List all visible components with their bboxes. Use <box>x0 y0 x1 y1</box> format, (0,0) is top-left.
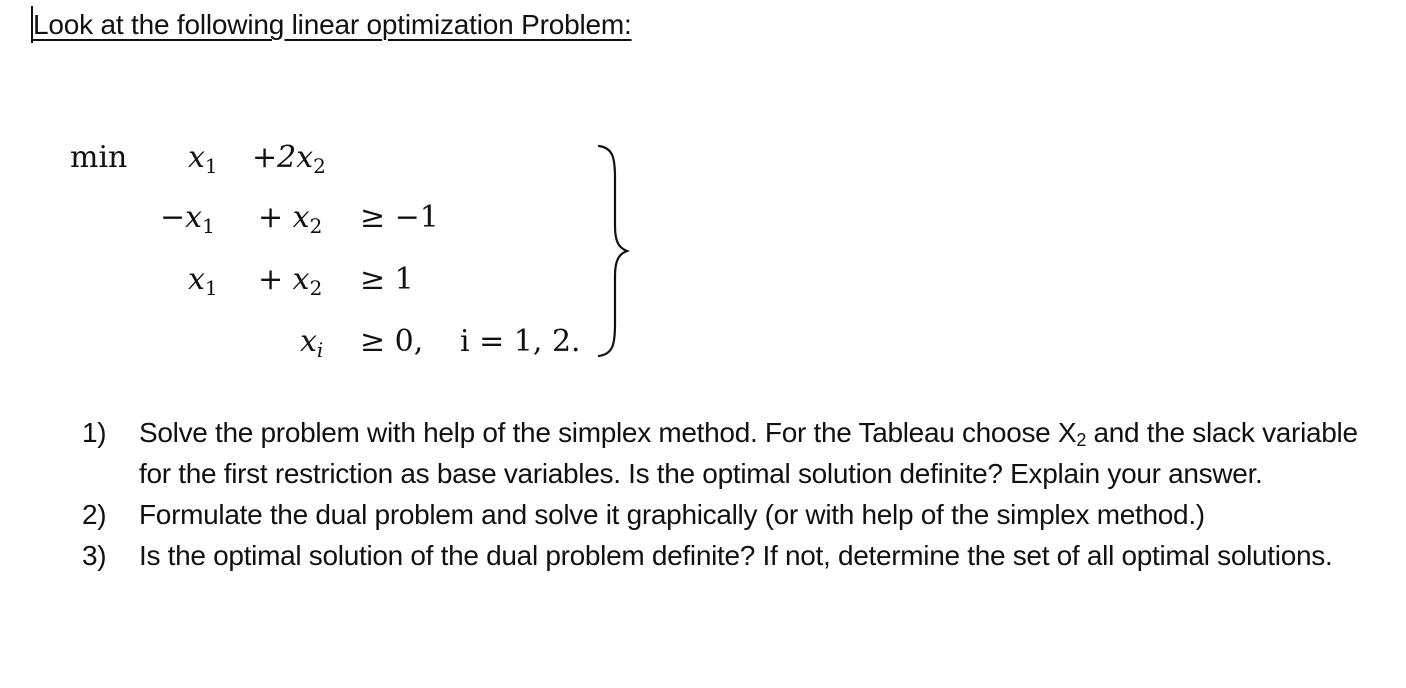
min-keyword: min <box>70 140 128 175</box>
constraint-2-lhs-1: $x_1$ <box>188 262 218 300</box>
question-item <box>0 494 1406 535</box>
question-list <box>0 412 1406 576</box>
question-number: 2) <box>82 499 107 530</box>
question-number: 3) <box>82 540 107 571</box>
constraint-1-relation: ≥ −1 <box>360 200 439 235</box>
constraint-1-lhs-1: $-x_1$ <box>160 200 215 238</box>
problem-heading: Look at the following linear optimization Problem: <box>33 9 632 40</box>
nonnegativity-index: i = 1, 2. <box>460 324 581 359</box>
objective-term-2: $+2x_2$ <box>252 140 326 178</box>
objective-term-1: $x_1$ <box>188 140 218 178</box>
constraint-1-lhs-2: + $x_2$ <box>258 200 323 238</box>
right-brace-icon <box>595 144 635 358</box>
question-text: Formulate the dual problem and solve it graphically (or with help of the simplex method.) <box>139 499 1205 530</box>
question-item <box>0 412 1406 494</box>
constraint-2-relation: ≥ 1 <box>360 262 414 297</box>
question-item <box>0 535 1406 576</box>
question-text: Is the optimal solution of the dual problem definite? If not, determine the set of all optimal solutions. <box>139 540 1333 571</box>
question-number: 1) <box>82 417 107 448</box>
nonnegativity-var: $x_i$ <box>300 324 324 362</box>
constraint-2-lhs-2: + $x_2$ <box>258 262 323 300</box>
nonnegativity-relation: ≥ 0, <box>360 324 424 359</box>
question-text: Solve the problem with help of the simplex method. For the Tableau choose $X_2$ and the slack variable for the first restriction as base variables. Is the optimal solution definite? Explain your answer. <box>139 417 1358 489</box>
